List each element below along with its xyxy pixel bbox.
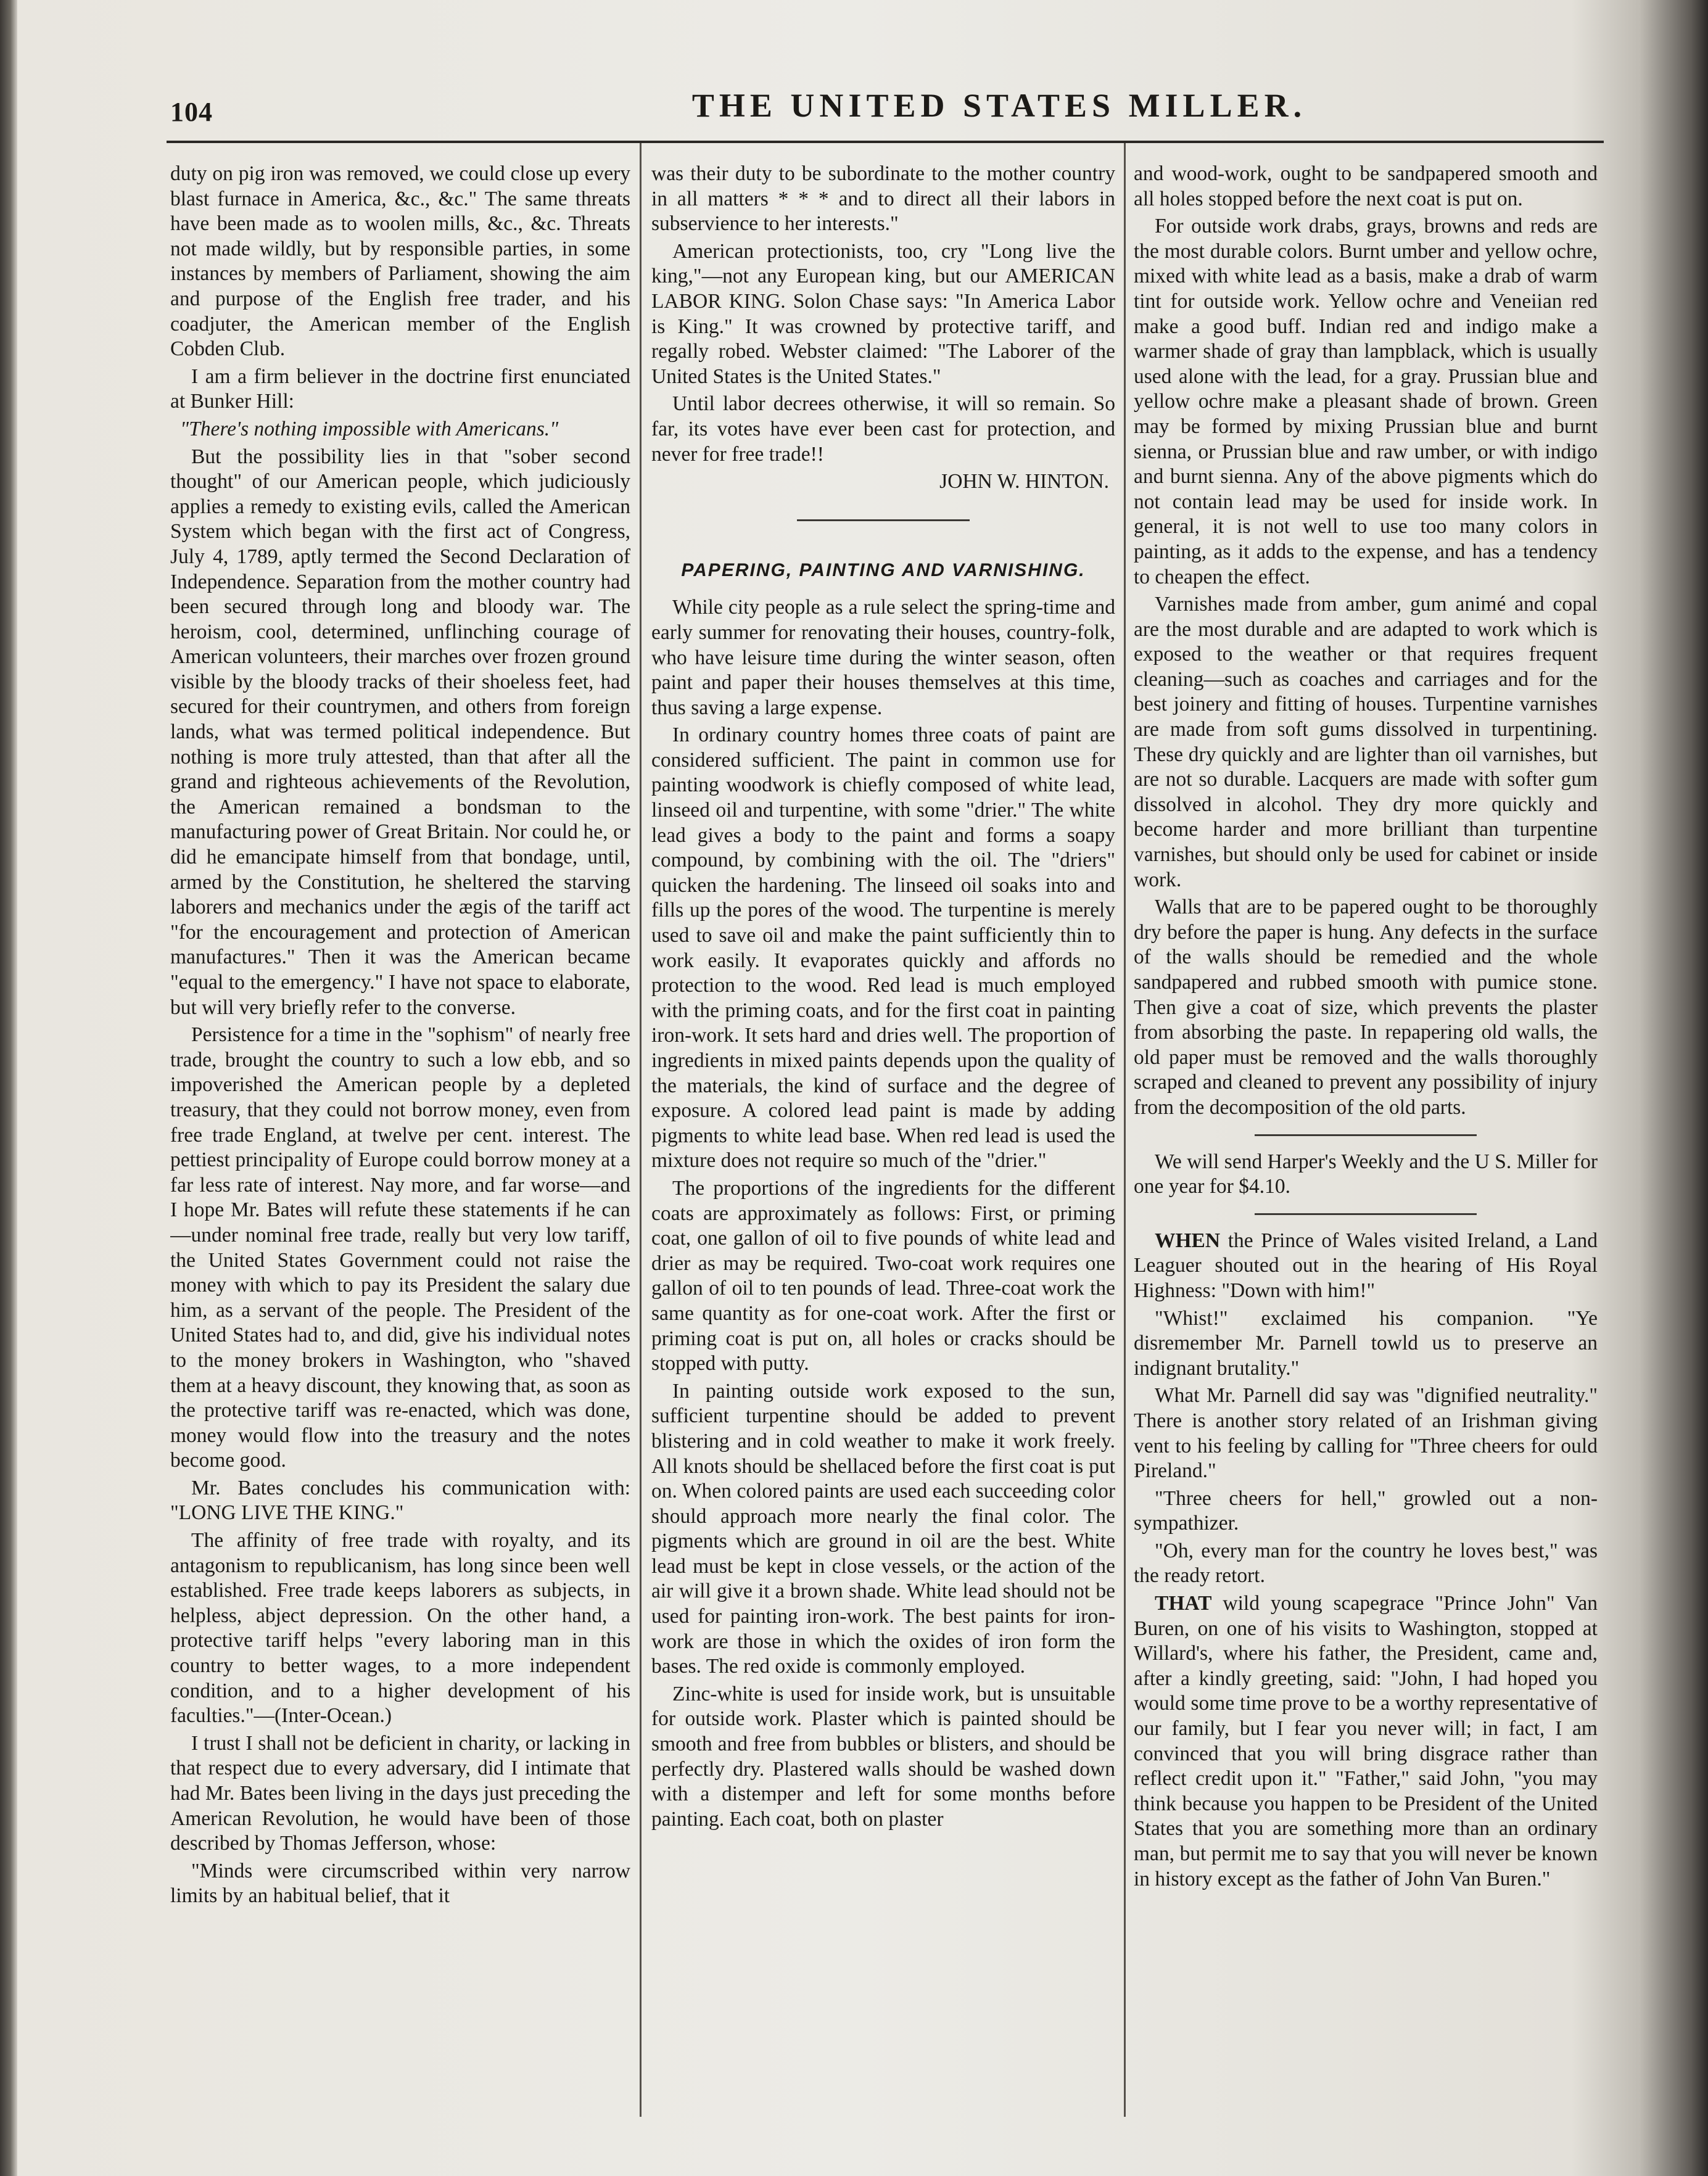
column-divider (1124, 143, 1126, 2117)
lead-word: THAT (1155, 1592, 1212, 1615)
paragraph: was their duty to be subordinate to the mother country in all matters * * * and to direct all their labors in subservience to her interests." (651, 162, 1115, 236)
anecdote-paragraph: "Three cheers for hell," growled out a non-sympathizer. (1134, 1486, 1598, 1535)
author-signature: JOHN W. HINTON. (939, 470, 1109, 493)
paragraph: For outside work drabs, grays, browns and reds are the most durable colors. Burnt umber and yellow ochre, mixed with white lead as a basis, make a drab of warm tint for outside work. Yellow ochre and Veneiian red make a good buff. Indian red and indigo make a warmer shade of gray than lampblack, which is usually used alone with the lead, for a gray. Prussian blue and yellow ochre make a pleasant shade of brown. Green may be formed by mixing Prussian blue and burnt sienna, or Prussian blue and raw umber, or with indigo and burnt sienna. Any of the above pigments which do not contain lead may be used for inside work. In general, it is not well to use too many colors in painting, as it adds to the expense, and has a tendency to cheapen the effect. (1134, 215, 1598, 588)
header-rule (167, 141, 1604, 143)
anecdote-paragraph: What Mr. Parnell did say was "dignified neutrality." There is another story related of an Irishman giving vent to his feeling by calling for "Three cheers for ould Pireland." (1134, 1384, 1598, 1483)
column-2 (651, 162, 1115, 2135)
lead-word: WHEN (1155, 1229, 1221, 1252)
anecdote-paragraph: "Oh, every man for the country he loves best," was the ready retort. (1134, 1539, 1598, 1588)
paragraph: In ordinary country homes three coats of paint are considered sufficient. The paint in common use for painting woodwork is chiefly composed of white lead, linseed oil and turpentine, with some "drier." The white lead gives a body to the paint and forms a soapy compound, by combining with the oil. The "driers" quicken the hardening. The linseed oil soaks into and fills up the pores of the wood. The turpentine is merely used to save oil and make the paint sufficiently thin to work easily. It evaporates quickly and affords no protection to the wood. Red lead is much employed with the priming coats, and for the first coat in painting iron-work. It sets hard and dries well. The proportion of ingredients in mixed paints depends upon the quality of the materials, the kind of surface and the degree of exposure. A colored lead paint is made by adding pigments to white lead base. When red lead is used the mixture does not require so much of the "drier." (651, 723, 1115, 1172)
paragraph: But the possibility lies in that "sober second thought" of our American people, which judiciously applies a remedy to existing evils, called the American System which began with the first act of Congress, July 4, 1789, aptly termed the Second Declaration of Independence. Separation from the mother country had been secured through long and bloody war. The heroism, cool, determined, unflinching courage of American volunteers, their marches over frozen ground visible by the bloody tracks of their shoeless feet, had secured for their countrymen, and others from foreign lands, what was termed political independence. But nothing is more truly attested, than that after all the grand and righteous achievements of the Revolution, the American remained a bondsman to the manufacturing power of Great Britain. Nor could he, or did he emancipate himself from that bondage, until, armed by the Constitution, he sheltered the starving laborers and mechanics under the ægis of the tariff act "for the encouragement and protection of American manufactures." Then it was the American became "equal to the emergency." I have not space to elaborate, but will very briefly refer to the converse. (170, 445, 630, 1019)
page-number: 104 (170, 97, 213, 127)
paragraph: While city people as a rule select the spring-time and early summer for renovating their houses, country-folk, who have leisure time during the winter season, often paint and paper their houses themselves at this time, thus saving a large expense. (651, 596, 1115, 719)
paragraph: duty on pig iron was removed, we could close up every blast furnace in America, &c., &c." The same threats have been made as to woolen mills, &c., &c. Threats not made wildly, but by responsible parties, in some instances by members of Parliament, showing the aim and purpose of the English free trader, and his coadjuter, the American member of the English Cobden Club. (170, 162, 630, 361)
book-spine (0, 0, 17, 2176)
paragraph: "Minds were circumscribed within very narrow limits by an habitual belief, that it (170, 1859, 630, 1908)
paragraph: and wood-work, ought to be sandpapered smooth and all holes stopped before the next coat is put on. (1134, 162, 1598, 210)
paragraph: In painting outside work exposed to the sun, sufficient turpentine should be added to prevent blistering and in cold weather to make it work freely. All knots should be shellaced before the first coat is put on. When colored paints are used each succeeding color should approach more nearly the final color. The pigments which are ground in oil are the best. White lead must be kept in close vessels, or the action of the air will give it a brown shade. White lead should not be used for painting iron-work. The best paints for iron-work are those in which the oxides of iron form the bases. The red oxide is commonly employed. (651, 1379, 1115, 1678)
paragraph: I trust I shall not be deficient in charity, or lacking in that respect due to every adversary, did I intimate that had Mr. Bates been living in the days just preceding the American Revolution, he would have been of those described by Thomas Jefferson, whose: (170, 1731, 630, 1855)
column-3 (1134, 162, 1598, 2135)
quote: "There's nothing impossible with Americans." (180, 417, 559, 440)
notice: We will send Harper's Weekly and the U S. Miller for one year for $4.10. (1134, 1150, 1598, 1198)
paragraph: Varnishes made from amber, gum animé and copal are the most durable and are adapted to work which is exposed to the weather or that requires frequent cleaning—such as coaches and carriages and for the best joinery and fitting of houses. Turpentine varnishes are made from soft gums dissolved in turpentining. These dry quickly and are lighter than oil varnishes, but are not so durable. Lacquers are made with softer gum dissolved in alcohol. They dry more quickly and become harder and more brilliant than turpentine varnishes, but should only be used for cabinet or inside work. (1134, 593, 1598, 891)
paragraph: Walls that are to be papered ought to be thoroughly dry before the paper is hung. Any defects in the surface of the walls should be remedied and the whole sandpapered and rubbed smooth with pumice stone. Then give a coat of size, which prevents the plaster from absorbing the paste. In repapering old walls, the old paper must be removed and the walls thoroughly scraped and cleaned to prevent any possibility of injury from the decomposition of the old parts. (1134, 896, 1598, 1119)
anecdote-paragraph: THAT wild young scapegrace "Prince John" Van Buren, on one of his visits to Washington, stopped at Willard's, where his father, the President, came and, after a kindly greeting, said: "John, I had hoped you would some time prove to be a worthy representative of our family, but I fear you never will; in fact, I am convinced that you will bring disgrace rather than reflect credit upon it." "Father," said John, "you may think because you happen to be President of the United States that you are something more than an ordinary man, but permit me to say that you will never be known in history except as the father of John Van Buren." (1134, 1592, 1598, 1890)
column-1 (170, 162, 630, 2135)
paragraph: Persistence for a time in the "sophism" of nearly free trade, brought the country to such a low ebb, and so impoverished the American people by a depleted treasury, that they could not borrow money, even from free trade England, at twelve per cent. interest. The pettiest principality of Europe could borrow money at a far less rate of interest. Nay more, and far worse—and I hope Mr. Bates will refute these statements if he can—under nominal free trade, really but very low tariff, the United States Government could not raise the money with which to pay its President the salary due him, as a servant of the people. The President of the United States had to, and did, give his individual notes to the money brokers in Washington, who "shaved them at a heavy discount, they knowing that, as soon as the protective tariff was re-enacted, which was done, money would flow into the treasury and the notes become good. (170, 1023, 630, 1472)
notice-rule (1255, 1213, 1477, 1215)
paragraph: Mr. Bates concludes his communication with: "LONG LIVE THE KING." (170, 1476, 630, 1525)
masthead-title: THE UNITED STATES MILLER. (691, 87, 1307, 124)
column-divider (640, 143, 642, 2117)
page-header (167, 86, 1604, 130)
paragraph: The proportions of the ingredients for the different coats are approximately as follows: First, or priming coat, one gallon of oil to five pounds of white lead and drier as may be required. Two-coat work requires one gallon of oil to ten pounds of lead. Three-coat work the same quantity as for one-coat work. After the first or priming coat is put on, all holes or cracks should be stopped with putty. (651, 1176, 1115, 1375)
paragraph: Zinc-white is used for inside work, but is unsuitable for outside work. Plaster which is painted should be smooth and free from bubbles or blisters, and should be perfectly dry. Plastered walls should be washed down with a distemper and left for some months before painting. Each coat, both on plaster (651, 1682, 1115, 1831)
paragraph: American protectionists, too, cry "Long live the king,"—not any European king, but our AMERICAN LABOR KING. Solon Chase says: "In America Labor is King." It was crowned by protective tariff, and regally robed. Webster claimed: "The Laborer of the United States is the United States." (651, 239, 1115, 388)
paragraph: I am a firm believer in the doctrine first enunciated at Bunker Hill: (170, 365, 630, 413)
anecdote-paragraph: "Whist!" exclaimed his companion. "Ye disremember Mr. Parnell towld us to preserve an indignant brutality." (1134, 1306, 1598, 1380)
notice-rule (1255, 1134, 1477, 1136)
paragraph: Until labor decrees otherwise, it will so remain. So far, its votes have ever been cast for protection, and never for free trade!! (651, 392, 1115, 466)
section-heading: PAPERING, PAINTING AND VARNISHING. (681, 559, 1086, 580)
anecdote-paragraph: WHEN the Prince of Wales visited Ireland, a Land Leaguer shouted out in the hearing of His Royal Highness: "Down with him!" (1134, 1229, 1598, 1302)
section-rule (797, 519, 970, 521)
paragraph: The affinity of free trade with royalty, and its antagonism to republicanism, has long since been well established. Free trade keeps laborers as subjects, in helpless, abject depression. On the other hand, a protective tariff helps "every laboring man in this country to better wages, to a more independent condition, and to a higher development of his faculties."—(Inter-Ocean.) (170, 1529, 630, 1728)
